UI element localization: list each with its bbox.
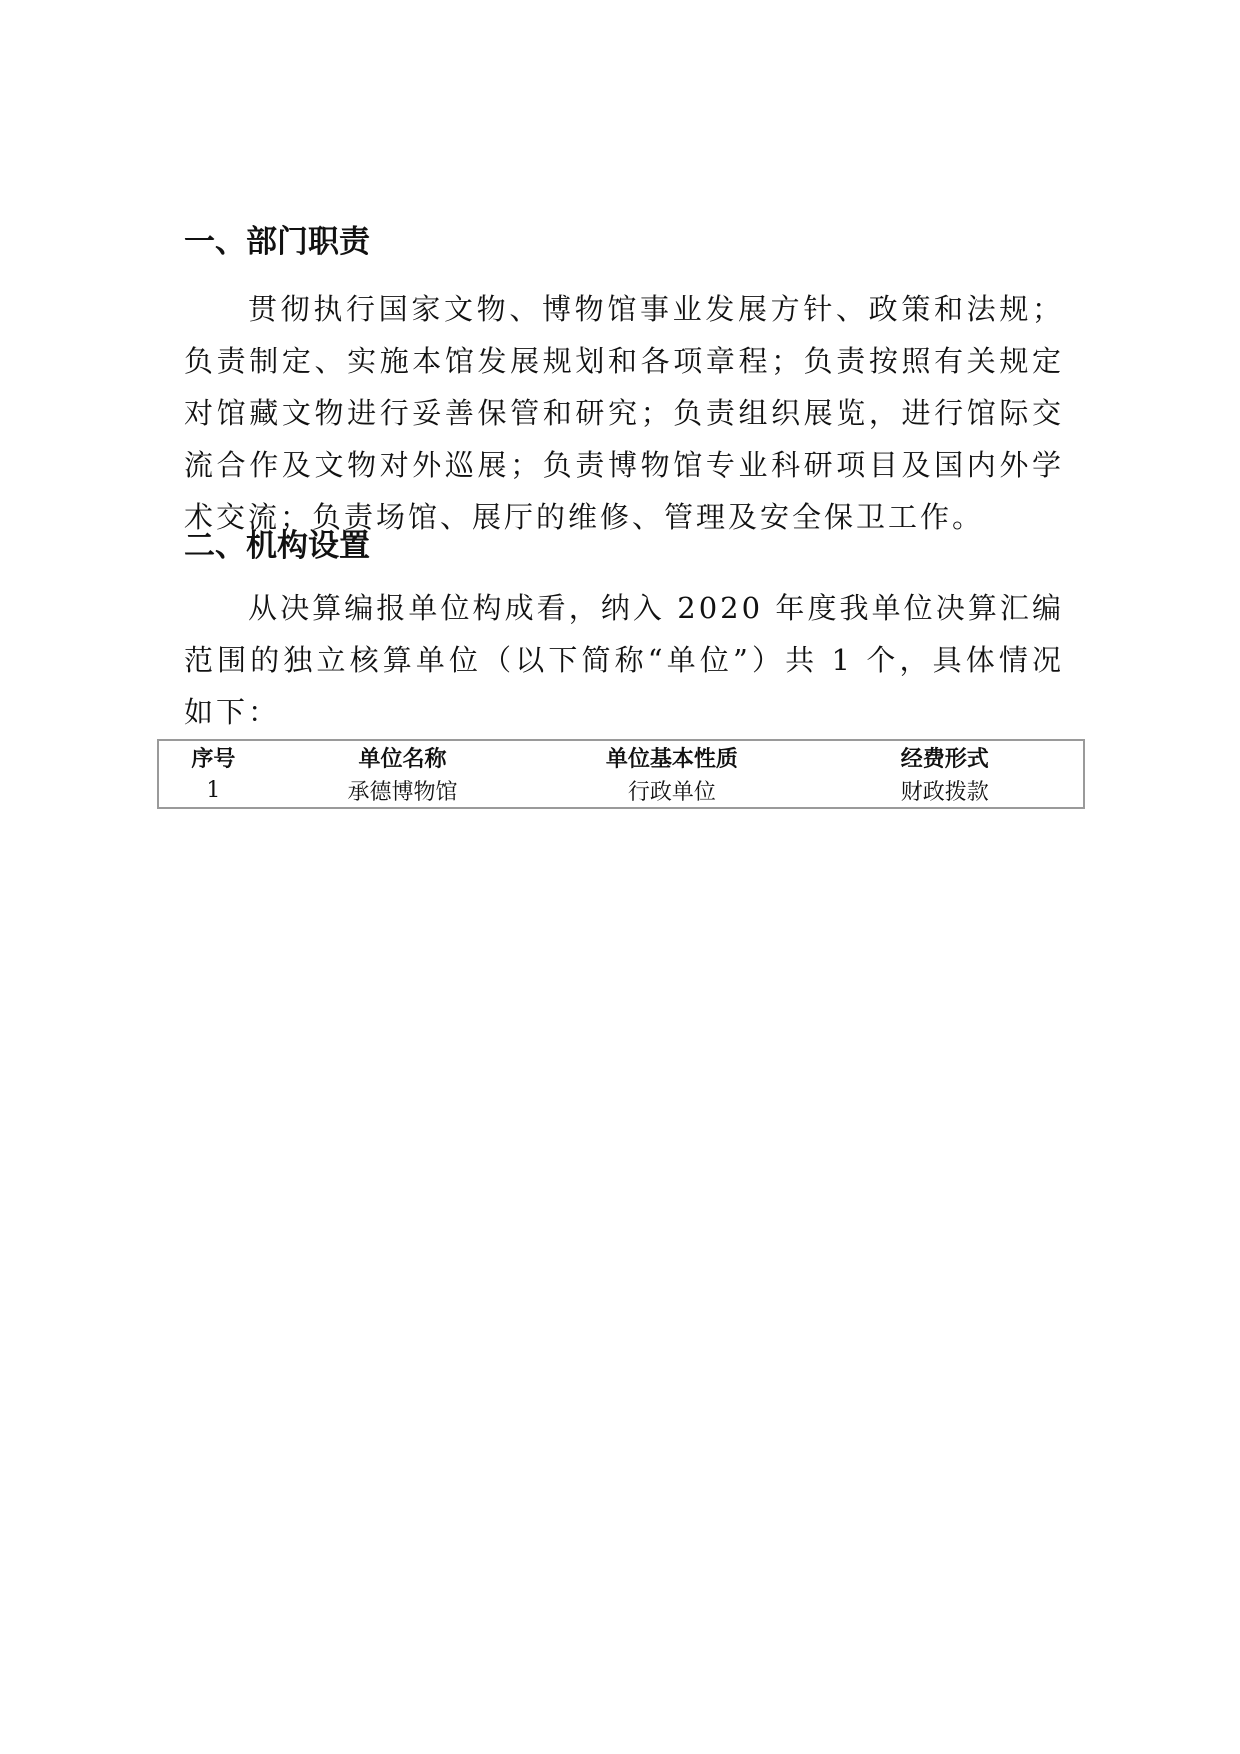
header-unit-name: 单位名称 [358, 747, 447, 772]
section-title-duties: 一、部门职责 [184, 224, 370, 260]
section-title-structure: 二、机构设置 [184, 528, 370, 564]
section-body-duties: 贯彻执行国家文物、博物馆事业发展方针、政策和法规；负责制定、实施本馆发展规划和各项章程；负责按照有关规定对馆藏文物进行妥善保管和研究；负责组织展览，进行馆际交流合作及文物对外巡展；负责博物馆专业科研项目及国内外学术交流；负责场馆、展厅的维修、管理及安全保卫工作。 [184, 292, 1064, 534]
cell-funding-form: 财政拨款 [900, 780, 989, 805]
table-header-row [158, 740, 1084, 774]
cell-unit-name: 承德博物馆 [347, 780, 458, 805]
table-row [158, 774, 1084, 808]
header-unit-nature: 单位基本性质 [605, 747, 738, 772]
cell-unit-nature: 行政单位 [627, 780, 716, 805]
header-serial: 序号 [191, 747, 236, 772]
header-funding-form: 经费形式 [900, 747, 989, 772]
cell-serial: 1 [206, 778, 221, 803]
section-body-structure: 从决算编报单位构成看，纳入 2020 年度我单位决算汇编范围的独立核算单位（以下简称“单位”）共 1 个，具体情况如下： [184, 591, 1064, 729]
units-table [157, 739, 1085, 809]
